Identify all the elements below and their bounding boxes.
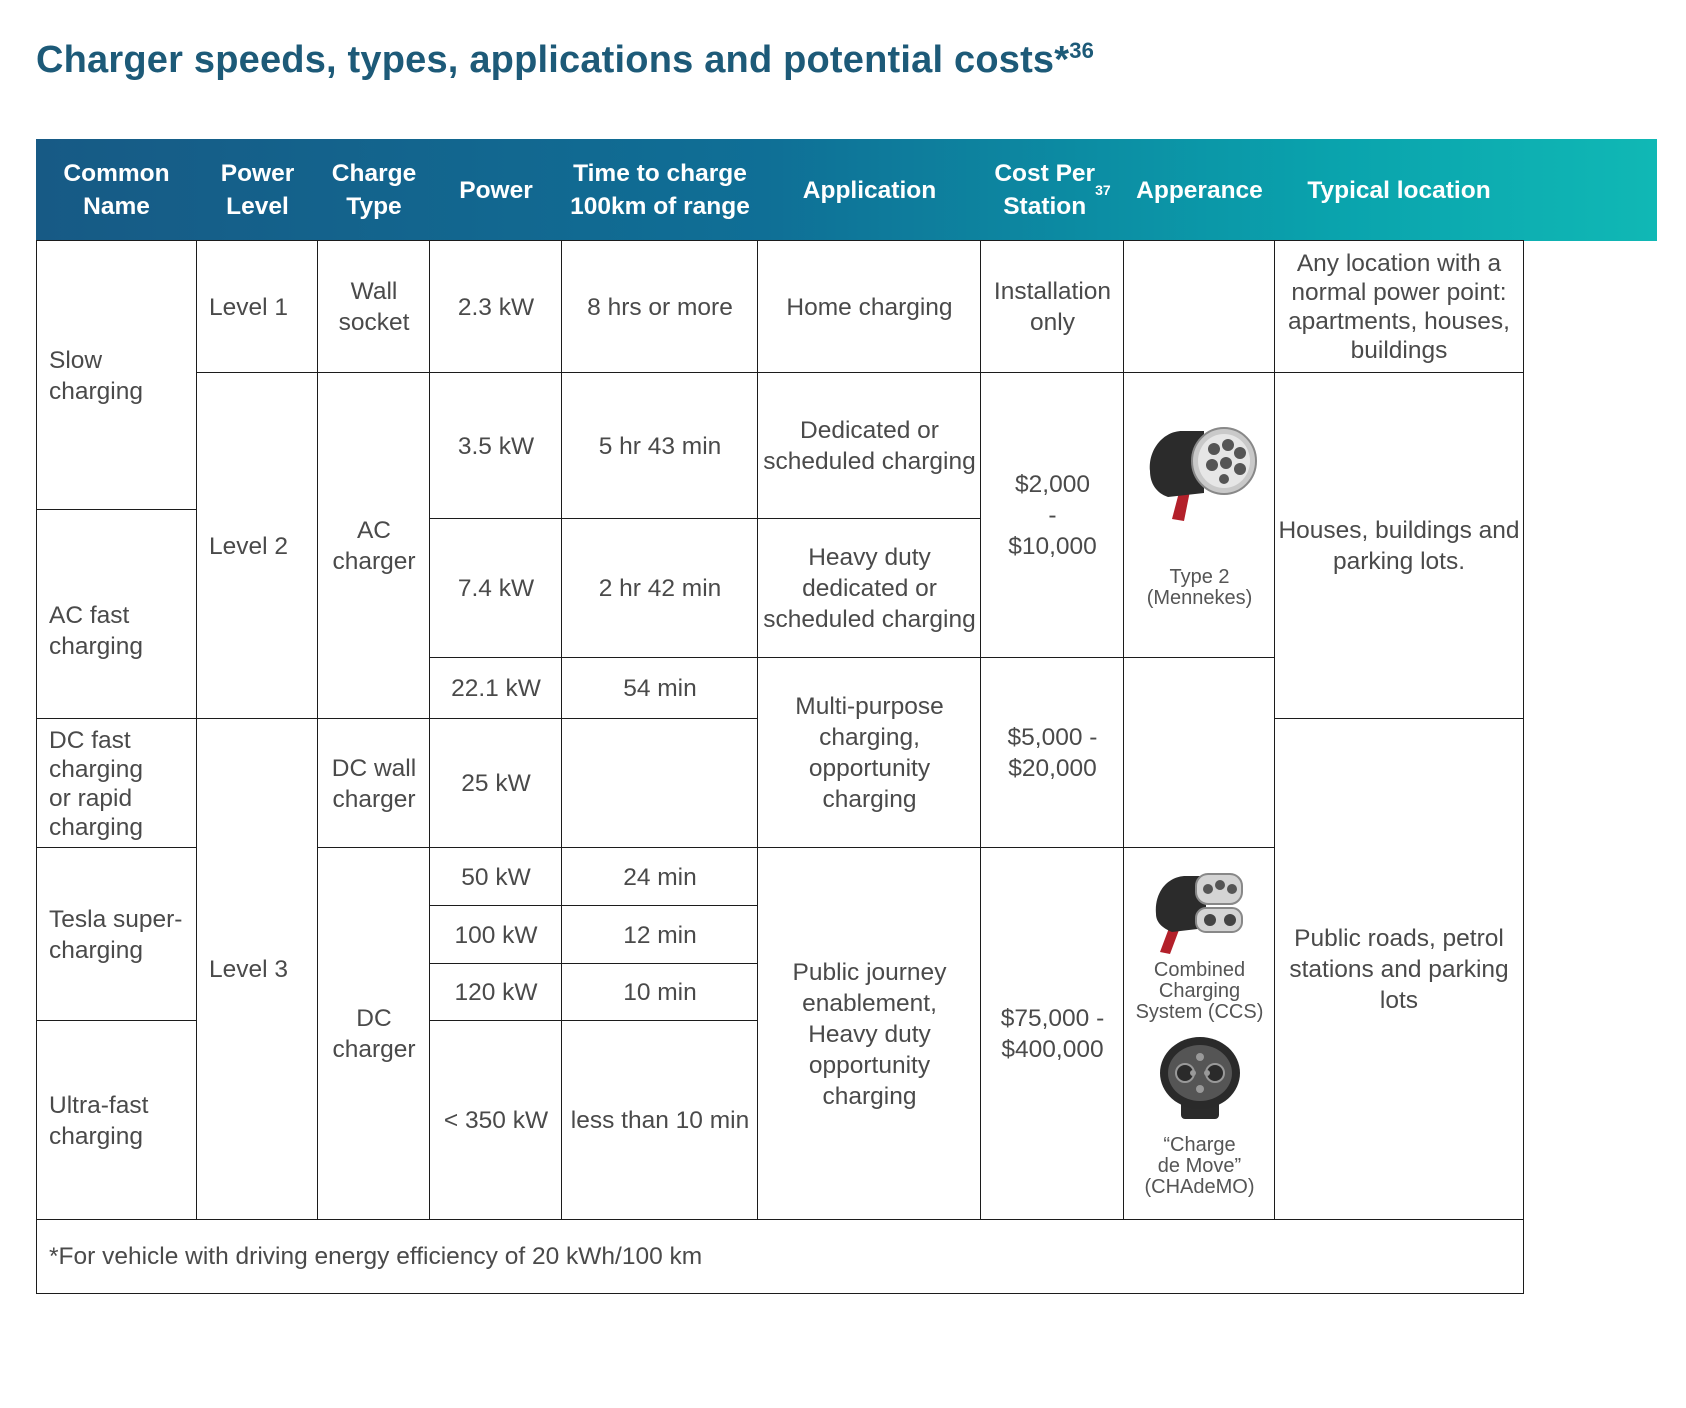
power-level-2: Level 2 xyxy=(196,372,319,720)
time-cell: 8 hrs or more xyxy=(561,240,759,374)
time-cell: 12 min xyxy=(561,905,759,965)
common-name-slow xyxy=(36,240,198,511)
charge-type-dc-charger: DC charger xyxy=(317,847,431,1221)
charge-type-ac-charger: AC charger xyxy=(317,372,431,720)
application-multi-purpose: Multi-purpose charging, opportunity charging xyxy=(757,657,982,849)
power-cell: 100 kW xyxy=(429,905,563,965)
page-title xyxy=(36,38,1094,82)
power-cell: < 350 kW xyxy=(429,1020,563,1221)
header-cost-per-station xyxy=(981,139,1124,241)
location-any: Any location with a normal power point: apartments, houses, buildings xyxy=(1274,240,1524,374)
charge-type-wall-socket: Wall socket xyxy=(317,240,431,374)
power-cell: 50 kW xyxy=(429,847,563,907)
header-common-name: Common Name xyxy=(63,160,170,220)
location-houses: Houses, buildings and parking lots. xyxy=(1274,372,1524,720)
appearance-type2 xyxy=(1123,372,1276,659)
application-dedicated: Dedicated or scheduled charging xyxy=(757,372,982,520)
header-typical-location: Typical location xyxy=(1307,176,1491,204)
type2-plug-icon xyxy=(1142,423,1258,527)
cost-installation: Installation only xyxy=(980,240,1125,374)
chademo-plug-icon xyxy=(1155,1035,1245,1121)
application-home: Home charging xyxy=(757,240,982,374)
power-cell: 120 kW xyxy=(429,963,563,1022)
header-power-level: Power Level xyxy=(220,160,295,220)
chademo-caption: “Charge de Move” (CHAdeMO) xyxy=(1144,1134,1255,1198)
location-public: Public roads, petrol stations and parking lots xyxy=(1274,718,1524,1221)
ccs-caption: Combined Charging System (CCS) xyxy=(1135,959,1264,1023)
header-time-to-charge: Time to charge 100km of range xyxy=(570,160,750,220)
appearance-empty xyxy=(1123,240,1276,374)
power-cell: 7.4 kW xyxy=(429,518,563,659)
header-application: Application xyxy=(802,176,937,204)
footnote: *For vehicle with driving energy efficiency of 20 kWh/100 km xyxy=(36,1219,1524,1294)
appearance-dc xyxy=(1123,847,1276,1221)
header-cost-text: Cost Per Station xyxy=(994,160,1096,220)
cell-text: AC fast charging xyxy=(49,601,143,660)
power-cell: 3.5 kW xyxy=(429,372,563,520)
cell-text: DC fast charging or rapid charging xyxy=(49,726,143,841)
cost-dc-wall: $5,000 - $20,000 xyxy=(980,657,1125,849)
power-level-3: Level 3 xyxy=(196,718,319,1221)
cost-ac: $2,000 - $10,000 xyxy=(980,372,1125,659)
power-cell: 25 kW xyxy=(429,718,563,849)
type2-caption: Type 2 (Mennekes) xyxy=(1146,565,1253,609)
header-appearance: Apperance xyxy=(1136,176,1263,204)
title-footnote-ref: 36 xyxy=(1069,38,1095,63)
header-charge-type: Charge Type xyxy=(331,160,417,220)
time-cell: 2 hr 42 min xyxy=(561,518,759,659)
common-name-tesla xyxy=(36,847,198,1022)
time-cell: 10 min xyxy=(561,963,759,1022)
application-public-journey: Public journey enablement, Heavy duty opportunity charging xyxy=(757,847,982,1221)
common-name-dc-fast xyxy=(36,718,198,849)
ccs-plug-icon xyxy=(1150,870,1250,956)
time-cell: less than 10 min xyxy=(561,1020,759,1221)
power-cell: 22.1 kW xyxy=(429,657,563,720)
cell-text: Ultra-fast charging xyxy=(49,1091,149,1150)
time-cell: 5 hr 43 min xyxy=(561,372,759,520)
time-cell: 24 min xyxy=(561,847,759,907)
appearance-empty-2 xyxy=(1123,657,1276,849)
time-cell xyxy=(561,718,759,849)
header-power: Power xyxy=(459,176,533,204)
cell-text: Tesla super- charging xyxy=(49,905,183,964)
table-header xyxy=(36,139,1657,241)
application-heavy-dedicated: Heavy duty dedicated or scheduled charging xyxy=(757,518,982,659)
time-cell: 54 min xyxy=(561,657,759,720)
charger-table xyxy=(36,139,1657,1391)
title-text: Charger speeds, types, applications and potential costs* xyxy=(36,39,1070,81)
power-cell: 2.3 kW xyxy=(429,240,563,374)
power-level-1: Level 1 xyxy=(196,240,319,374)
cost-footnote-ref: 37 xyxy=(1095,181,1111,198)
cell-text: Slow charging xyxy=(49,346,143,405)
cost-dc: $75,000 - $400,000 xyxy=(980,847,1125,1221)
charge-type-dc-wall-charger: DC wall charger xyxy=(317,718,431,849)
common-name-ultra-fast xyxy=(36,1020,198,1221)
common-name-ac-fast xyxy=(36,509,198,720)
